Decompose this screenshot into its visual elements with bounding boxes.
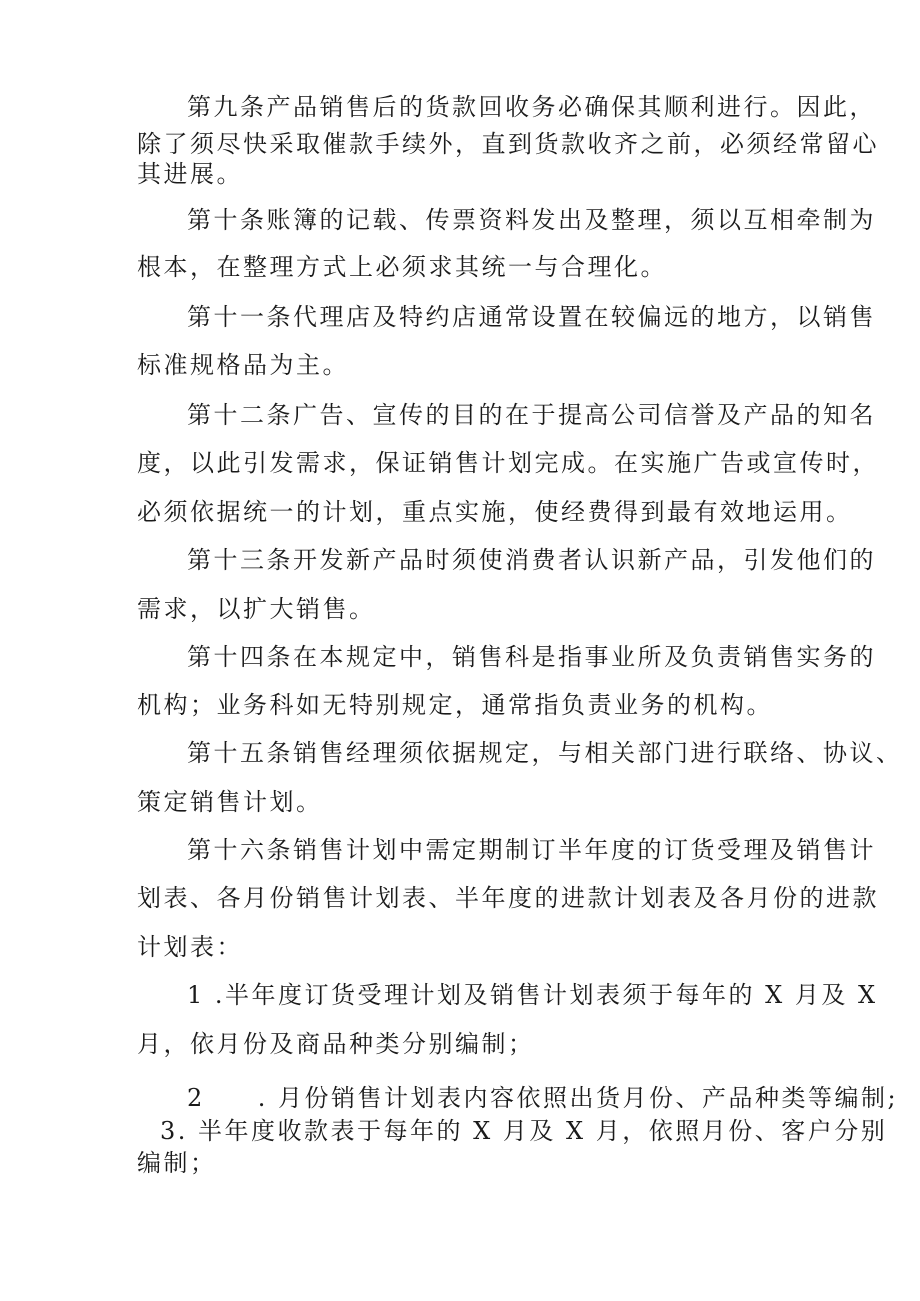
item-1-line-2: 月，依月份及商品种类分别编制； [137, 1030, 535, 1058]
article-9-line-3: 其进展。 [137, 160, 243, 188]
item-2-line-1: 2 . 月份销售计划表内容依照出货月份、产品种类等编制; [187, 1084, 899, 1112]
item-1-line-1: 1 .半年度订货受理计划及销售计划表须于每年的 X 月及 X [187, 981, 878, 1009]
article-13-line-2: 需求，以扩大销售。 [137, 595, 376, 623]
article-12-line-2: 度，以此引发需求，保证销售计划完成。在实施广告或宣传时， [137, 449, 879, 477]
article-10-line-2: 根本，在整理方式上必须求其统一与合理化。 [137, 253, 667, 281]
article-13-line-1: 第十三条开发新产品时须使消费者认识新产品，引发他们的 [187, 546, 876, 574]
article-10-line-1: 第十条账簿的记载、传票资料发出及整理，须以互相牵制为 [187, 206, 876, 234]
article-16-line-1: 第十六条销售计划中需定期制订半年度的订货受理及销售计 [187, 836, 876, 864]
article-15-line-2: 策定销售计划。 [137, 788, 323, 816]
item-3-line-1: 3. 半年度收款表于每年的 X 月及 X 月，依照月份、客户分别 [160, 1117, 888, 1145]
article-9-line-1: 第九条产品销售后的货款回收务必确保其顺利进行。因此， [187, 93, 876, 121]
item-3-line-2: 编制； [137, 1149, 217, 1177]
article-16-line-3: 计划表： [137, 933, 243, 961]
article-12-line-3: 必须依据统一的计划，重点实施，使经费得到最有效地运用。 [137, 498, 853, 526]
article-9-line-2: 除了须尽快采取催款手续外，直到货款收齐之前，必须经常留心 [137, 130, 879, 158]
article-11-line-2: 标准规格品为主。 [137, 351, 349, 379]
article-16-line-2: 划表、各月份销售计划表、半年度的进款计划表及各月份的进款 [137, 884, 879, 912]
article-15-line-1: 第十五条销售经理须依据规定，与相关部门进行联络、协议、 [187, 739, 903, 767]
article-12-line-1: 第十二条广告、宣传的目的在于提高公司信誉及产品的知名 [187, 401, 876, 429]
article-14-line-2: 机构；业务科如无特别规定，通常指负责业务的机构。 [137, 691, 773, 719]
article-11-line-1: 第十一条代理店及特约店通常设置在较偏远的地方，以销售 [187, 303, 876, 331]
article-14-line-1: 第十四条在本规定中，销售科是指事业所及负责销售实务的 [187, 643, 876, 671]
